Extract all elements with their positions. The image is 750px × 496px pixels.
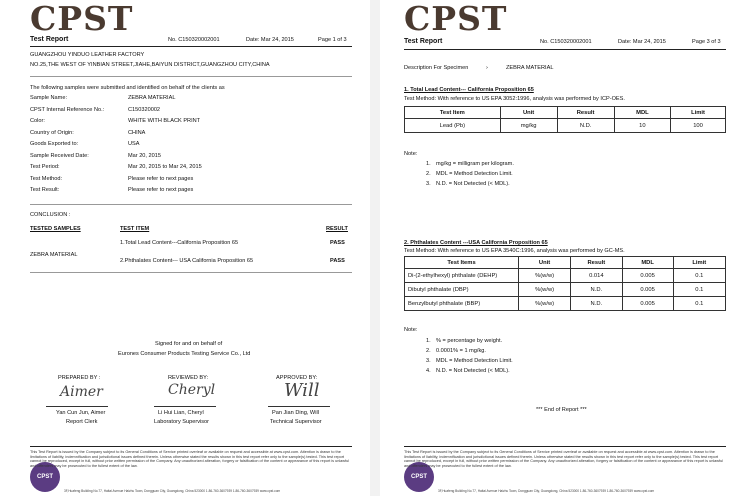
signer-name: Pan Jian Ding, Will bbox=[272, 410, 319, 416]
page-number: Page 3 of 3 bbox=[692, 39, 721, 45]
specimen-value: ZEBRA MATERIAL bbox=[506, 65, 554, 71]
divider bbox=[30, 76, 352, 77]
table-cell: Dibutyl phthalate (DBP) bbox=[405, 283, 519, 297]
signature-line bbox=[46, 406, 108, 407]
column-header: MDL bbox=[622, 257, 673, 269]
header-rule bbox=[404, 49, 726, 50]
note-text: N.D. = Not Detected (< MDL). bbox=[436, 181, 510, 187]
field-value: Please refer to next pages bbox=[128, 187, 194, 193]
field-label: Goods Exported to: bbox=[30, 141, 79, 147]
table-cell: 0.1 bbox=[673, 269, 725, 283]
page-number: Page 1 of 3 bbox=[318, 37, 347, 43]
note-number: 4. bbox=[426, 368, 431, 374]
cpst-logo: CPST bbox=[404, 0, 508, 38]
report-page-3 bbox=[380, 0, 750, 496]
column-header: Unit bbox=[519, 257, 571, 269]
column-header: Test Items bbox=[405, 257, 519, 269]
specimen-label: Description For Specimen bbox=[404, 65, 469, 71]
result-header: RESULT bbox=[326, 226, 348, 232]
table-cell: 0.005 bbox=[622, 283, 673, 297]
phthalates-method: Test Method: With reference to US EPA 3540C:1996, analysis was performed by GC-MS. bbox=[404, 248, 625, 254]
column-header: Unit bbox=[500, 107, 557, 119]
signature-image: Aimer bbox=[60, 384, 103, 400]
lead-heading: 1. Total Lead Content--- California Proposition 65 bbox=[404, 87, 534, 93]
intro-text: The following samples were submitted and identified on behalf of the clients as bbox=[30, 85, 225, 91]
signer-title: Report Clerk bbox=[66, 419, 98, 425]
table-cell: %(w/w) bbox=[519, 269, 571, 283]
table-row bbox=[405, 283, 726, 297]
note-text: % = percentage by weight. bbox=[436, 338, 503, 344]
report-number: No. C150320002001 bbox=[168, 37, 220, 43]
table-cell: 0.1 bbox=[673, 297, 725, 311]
field-label: CPST Internal Reference No.: bbox=[30, 106, 105, 113]
note-text: N.D. = Not Detected (< MDL). bbox=[436, 368, 510, 374]
signer-role: APPROVED BY: bbox=[276, 375, 318, 381]
table-row bbox=[405, 297, 726, 311]
test-item-2: 2.Phthalates Content--- USA California Proposition 65 bbox=[120, 258, 254, 264]
footer-address: 3F,Huafeng Building No.77, Haitai Avenue Haizhu Town, Dongguan City, Guangdong, China 523000 1.86-760-3607939 1.86-760-3607939 www.cpst.com bbox=[64, 489, 281, 493]
note-text: 0.0001% = 1 mg/kg. bbox=[436, 348, 486, 354]
note-text: mg/kg = milligram per kilogram. bbox=[436, 161, 514, 167]
table-cell: Di-(2-ethylhexyl) phthalate (DEHP) bbox=[405, 269, 519, 283]
field-value: WHITE WITH BLACK PRINT bbox=[128, 118, 201, 124]
table-cell: %(w/w) bbox=[519, 297, 571, 311]
field-value: CHINA bbox=[128, 129, 146, 136]
signature-line bbox=[268, 406, 330, 407]
table-header-row bbox=[405, 257, 726, 269]
test-item-1-result: PASS bbox=[330, 240, 345, 246]
note-text: MDL = Method Detection Limit. bbox=[436, 358, 513, 364]
signature-line bbox=[154, 406, 216, 407]
note2-label: Note: bbox=[404, 327, 418, 333]
table-row bbox=[405, 119, 726, 133]
test-item-header: TEST ITEM bbox=[120, 226, 150, 232]
report-number: No. C150320002001 bbox=[540, 39, 592, 45]
signer-title: Laboratory Supervisor bbox=[154, 419, 210, 425]
table-cell: 100 bbox=[671, 119, 726, 133]
end-of-report: *** End of Report *** bbox=[536, 407, 587, 413]
table-cell: Lead (Pb) bbox=[405, 119, 501, 133]
column-header: Result bbox=[557, 107, 614, 119]
lead-method: Test Method: With reference to US EPA 3052:1996, analysis was performed by ICP-OES. bbox=[404, 96, 625, 102]
page-gap bbox=[370, 0, 380, 496]
table-cell: 0.005 bbox=[622, 297, 673, 311]
note1-label: Note: bbox=[404, 151, 418, 157]
column-header: Limit bbox=[673, 257, 725, 269]
note-number: 1. bbox=[426, 338, 431, 344]
cpst-stamp: CPST bbox=[404, 462, 434, 492]
field-value: Mar 20, 2015 bbox=[128, 152, 161, 159]
signer-role: REVIEWED BY: bbox=[168, 375, 209, 381]
report-page-1 bbox=[0, 0, 370, 496]
signature-image: Will bbox=[284, 380, 320, 401]
specimen-separator: › bbox=[486, 65, 488, 71]
table-cell: %(w/w) bbox=[519, 283, 571, 297]
field-label: Test Method: bbox=[30, 175, 63, 182]
column-header: Limit bbox=[671, 107, 726, 119]
note-number: 2. bbox=[426, 348, 431, 354]
signature-image: Cheryl bbox=[168, 382, 216, 398]
field-label: Sample Received Date: bbox=[30, 152, 89, 159]
field-label: Country of Origin: bbox=[30, 129, 74, 136]
report-date: Date: Mar 24, 2015 bbox=[246, 37, 294, 43]
test-item-2-result: PASS bbox=[330, 258, 345, 264]
phthalates-results-table bbox=[404, 256, 726, 311]
note-number: 3. bbox=[426, 358, 431, 364]
column-header: Result bbox=[571, 257, 623, 269]
footer-rule bbox=[404, 446, 726, 447]
signer-name: Yan Cun Jun, Aimer bbox=[56, 410, 106, 416]
signed-line-1: Signed for and on behalf of bbox=[155, 341, 223, 347]
test-item-1: 1.Total Lead Content---California Proposition 65 bbox=[120, 240, 239, 246]
field-value: ZEBRA MATERIAL bbox=[128, 95, 176, 101]
field-label: Sample Name: bbox=[30, 95, 67, 101]
footer-address: 3F,Huafeng Building No.77, Haitai Avenue Haizhu Town, Dongguan City, Guangdong, China 523000 1.86-760-3607939 1.86-760-3607939 www.cpst.com bbox=[438, 489, 655, 493]
table-cell: N.D. bbox=[571, 283, 623, 297]
signer-name: Li Hui Lian, Cheryl bbox=[158, 410, 204, 416]
table-cell: mg/kg bbox=[500, 119, 557, 133]
footer-rule bbox=[30, 446, 352, 447]
cpst-stamp: CPST bbox=[30, 462, 60, 492]
column-header: MDL bbox=[614, 107, 670, 119]
tested-sample-name: ZEBRA MATERIAL bbox=[30, 252, 78, 258]
divider bbox=[30, 272, 352, 273]
note-number: 1. bbox=[426, 161, 431, 167]
client-company: GUANGZHOU YINDUO LEATHER FACTORY bbox=[30, 52, 145, 58]
client-address: NO.25,THE WEST OF YINBIAN STREET,JIAHE,BAIYUN DISTRICT,GUANGZHOU CITY,CHINA bbox=[30, 62, 270, 68]
field-value: C150320002 bbox=[128, 106, 161, 113]
footer-disclaimer: This Test Report is issued by the Company subject to its General Conditions of Service printed overleaf or available on request and accessible at www.cpst.com. Attention is drawn to the limitations of liability, indemnification and jurisdictional issues defined therein. Unless otherwise stated the results shown in this test report refer only to the sample(s) tested. This test report cannot be reproduced, except in full, without prior written permission of the Company. Any unauthorized alteration, forgery or falsification of the content or appearance of this report is unlawful and offenders may be prosecuted to the fullest extent of the law. bbox=[404, 450, 724, 468]
table-cell: 0.1 bbox=[673, 283, 725, 297]
footer-disclaimer: This Test Report is issued by the Company subject to its General Conditions of Service printed overleaf or available on request and accessible at www.cpst.com. Attention is drawn to the limitations of liability, indemnification and jurisdictional issues defined therein. Unless otherwise stated the results shown in this test report refer only to the sample(s) tested. This test report cannot be reproduced, except in full, without prior written permission of the Company. Any unauthorized alteration, forgery or falsification of the content or appearance of this report is unlawful and offenders may be prosecuted to the fullest extent of the law. bbox=[30, 450, 350, 468]
field-value: USA bbox=[128, 141, 140, 147]
field-value: Mar 20, 2015 to Mar 24, 2015 bbox=[128, 164, 202, 170]
field-label: Color: bbox=[30, 118, 45, 124]
table-header-row bbox=[405, 107, 726, 119]
conclusion-label: CONCLUSION : bbox=[30, 212, 71, 218]
column-header: Test Item bbox=[405, 107, 501, 119]
field-label: Test Period: bbox=[30, 164, 60, 170]
signer-role: PREPARED BY : bbox=[58, 375, 101, 381]
note-text: MDL = Method Detection Limit. bbox=[436, 171, 513, 177]
header-rule bbox=[30, 46, 352, 47]
report-title: Test Report bbox=[30, 36, 69, 43]
tested-samples-header: TESTED SAMPLES bbox=[30, 226, 81, 232]
table-cell: 10 bbox=[614, 119, 670, 133]
signed-line-2: Eurones Consumer Products Testing Service Co., Ltd bbox=[118, 351, 251, 357]
field-value: Please refer to next pages bbox=[128, 175, 194, 182]
field-label: Test Result: bbox=[30, 187, 60, 193]
table-cell: N.D. bbox=[571, 297, 623, 311]
signer-title: Technical Supervisor bbox=[270, 419, 322, 425]
cpst-logo: CPST bbox=[30, 0, 134, 38]
note-number: 2. bbox=[426, 171, 431, 177]
table-cell: N.D. bbox=[557, 119, 614, 133]
divider bbox=[30, 204, 352, 205]
report-date: Date: Mar 24, 2015 bbox=[618, 39, 666, 45]
note-number: 3. bbox=[426, 181, 431, 187]
table-cell: 0.005 bbox=[622, 269, 673, 283]
table-cell: Benzylbutyl phthalate (BBP) bbox=[405, 297, 519, 311]
phthalates-heading: 2. Phthalates Content ---USA California Proposition 65 bbox=[404, 240, 548, 246]
lead-results-table bbox=[404, 106, 726, 133]
table-cell: 0.014 bbox=[571, 269, 623, 283]
report-title: Test Report bbox=[404, 38, 443, 45]
table-row bbox=[405, 269, 726, 283]
